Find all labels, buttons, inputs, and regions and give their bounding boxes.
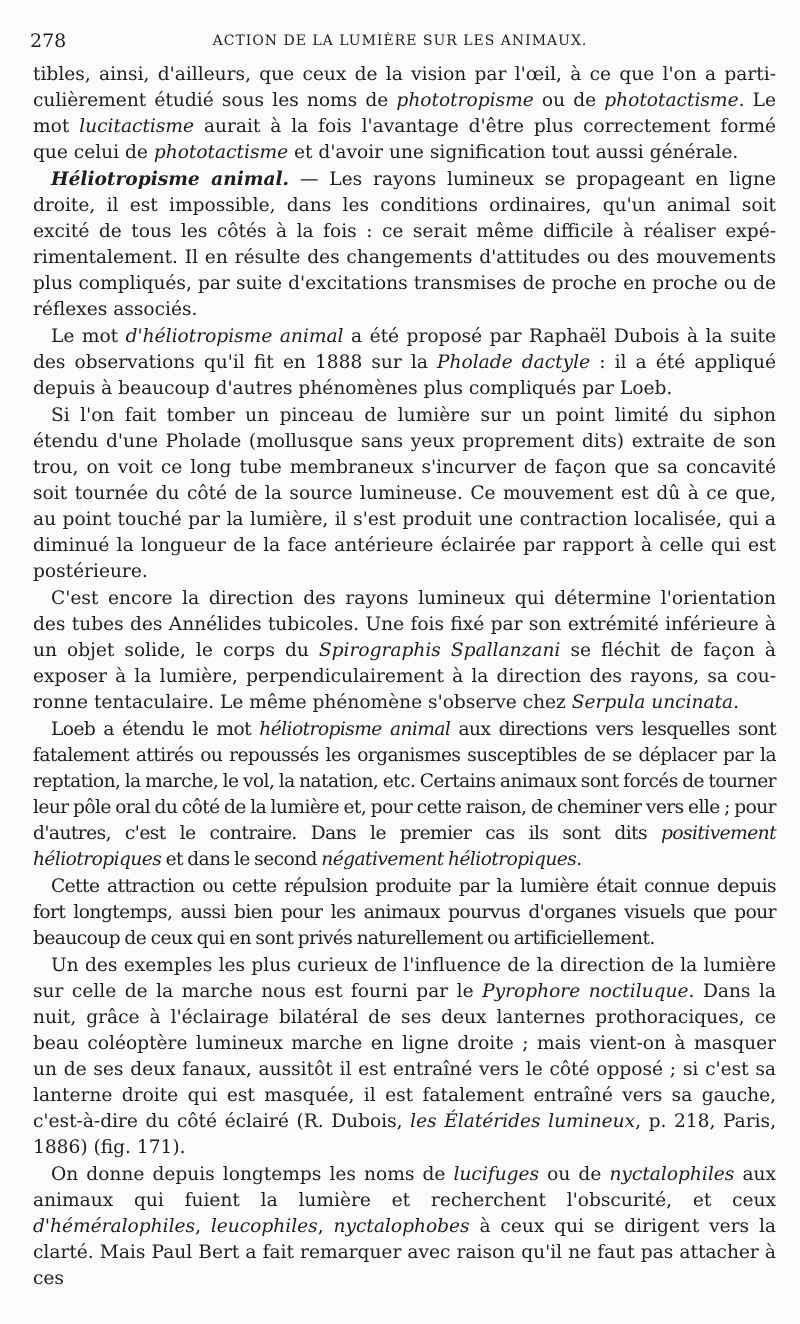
running-title: ACTION DE LA LUMIÈRE SUR LES ANIMAUX. (212, 33, 588, 49)
text-run: . (733, 692, 740, 713)
text-run: , (195, 1216, 211, 1237)
italic-term: Pholade dactyle (437, 352, 591, 373)
running-head (30, 30, 770, 56)
text-run: aux animaux qui fuient la lumière et recherchent l'obscurité, et ceux (33, 1164, 776, 1211)
italic-term: leucophiles (210, 1216, 318, 1237)
text-run: — Les rayons lumineux se propageant en ligne droite, il est impossible, dans les conditions ordinaires, qu'un animal soit excité de tous les côtés à la fois : ce serait même difficile à réaliser expérimentalement. Il en résulte des changements d'attitudes ou des mouvements plus compliqués, par suite d'excitations transmises de proche en proche ou de réflexes associés. (33, 169, 776, 320)
text-run: Loeb a étendu le mot (51, 719, 260, 740)
italic-term: les Élatérides lumineux (410, 1111, 636, 1132)
italic-term: Pyrophore noctiluque (482, 981, 689, 1002)
text-run: , (317, 1216, 334, 1237)
italic-term: lucitactisme (79, 116, 195, 137)
text-run: Si l'on fait tomber un pinceau de lumière sur un point limité du siphon étendu d'une Pholade (mollusque sans yeux proprement dits) extraite de son trou, on voit ce long tube membraneux s'incurver de façon que sa concavité soit tournée du côté de la source lumineuse. Ce mouvement est dû à ce que, au point touché par la lumière, il s'est produit une contraction localisée, qui a diminué la longueur de la face antérieure éclairée par rapport à celle qui est postérieure. (33, 405, 776, 582)
italic-term: Serpula uncinata (571, 692, 734, 713)
text-run: tibles, ainsi, d'ailleurs, que ceux de la vision par l'œil, à ce que l'on a particulièrement étudié sous les noms de (33, 64, 776, 111)
text-run: se fléchit de façon à exposer à la lumière, perpendiculairement à la direction des rayons, sa couronne tentaculaire. Le même phénomène s'observe chez (33, 640, 777, 713)
italic-term: phototactisme (153, 142, 289, 163)
text-run: . (576, 849, 582, 870)
section-heading: Héliotropisme animal. (51, 169, 290, 190)
italic-term: héliotropisme animal (259, 719, 451, 740)
italic-term: nyctalophiles (609, 1164, 735, 1185)
text-run: , p. 218, Paris, 1886) (fig. 171). (33, 1111, 776, 1158)
text-run: et d'avoir une signification tout aussi générale. (288, 142, 739, 163)
paragraph-1 (33, 62, 776, 166)
text-run: Cette attraction ou cette répulsion produite par la lumière était connue depuis fort longtemps, aussi bien pour les animaux pourvus d'organes visuels que pour beaucoup de ceux qui en sont privés naturellement ou artificiellement. (33, 876, 776, 949)
text-run: On donne depuis longtemps les noms de (51, 1164, 454, 1185)
italic-term: phototactisme (604, 90, 739, 111)
text-run: aux directions vers lesquelles sont fatalement attirés ou repoussés les organismes susceptibles de se déplacer par la reptation, la marche, le vol, la natation, etc. Certains animaux sont forcés de tourner leur pôle oral du côté de la lumière et, pour cette raison, de cheminer vers elle ; pour d'autres, c'est le contraire. Dans le premier cas ils sont dits (33, 719, 776, 844)
text-run: ou de (533, 90, 605, 111)
paragraph-6 (33, 717, 776, 873)
italic-term: d'héméralophiles (33, 1216, 196, 1237)
text-run: C'est encore la direction des rayons lumineux qui détermine l'orientation des tubes des Annélides tubicoles. Une fois fixé par son extrémité inférieure à un objet solide, le corps du (33, 588, 776, 661)
italic-term: phototropisme (396, 90, 534, 111)
paragraph-8 (33, 953, 776, 1161)
text-run: Le mot (51, 326, 126, 347)
italic-term: négativement héliotropiques (321, 849, 577, 870)
text-run: Un des exemples les plus curieux de l'influence de la direction de la lumière sur celle de la marche nous est fourni par le (33, 955, 776, 1002)
italic-term: nyctalophobes (333, 1216, 470, 1237)
paragraph-5 (33, 586, 776, 716)
text-run: . Dans la nuit, grâce à l'éclairage bilatéral de ses deux lanternes prothoraciques, ce beau coléoptère lumineux marche en ligne droite ; mais vient-on à masquer un de ses deux fanaux, aussitôt il est entraîné vers le côté opposé ; si c'est sa lanterne droite qui est masquée, il est fatalement entraîné vers sa gauche, c'est-à-dire du côté éclairé (R. Dubois, (33, 981, 777, 1132)
text-run: ou de (539, 1164, 610, 1185)
paragraph-2 (33, 167, 776, 323)
page-number: 278 (30, 30, 67, 52)
text-run: . Le mot (33, 90, 776, 137)
text-run: aurait à la fois l'avantage d'être plus correctement formé que celui de (33, 116, 776, 163)
italic-term: d'héliotropisme animal (125, 326, 344, 347)
text-run: à ceux qui se dirigent vers la clarté. Mais Paul Bert a fait remarquer avec raison qu'il ne faut pas attacher à ces (33, 1216, 776, 1289)
text-run: : il a été appliqué depuis à beaucoup d'autres phénomènes plus compliqués par Loeb. (33, 352, 776, 399)
italic-term: positivement héliotropiques (33, 823, 776, 870)
body-text (33, 62, 776, 1293)
text-run: et dans le second (161, 849, 322, 870)
paragraph-4 (33, 403, 776, 585)
italic-term: lucifuges (453, 1164, 540, 1185)
paragraph-9 (33, 1162, 776, 1292)
paragraph-3 (33, 324, 776, 402)
text-run: a été proposé par Raphaël Dubois à la suite des observations qu'il fit en 1888 sur la (33, 326, 776, 373)
paragraph-7 (33, 874, 776, 952)
italic-term: Spirographis Spallanzani (318, 640, 561, 661)
